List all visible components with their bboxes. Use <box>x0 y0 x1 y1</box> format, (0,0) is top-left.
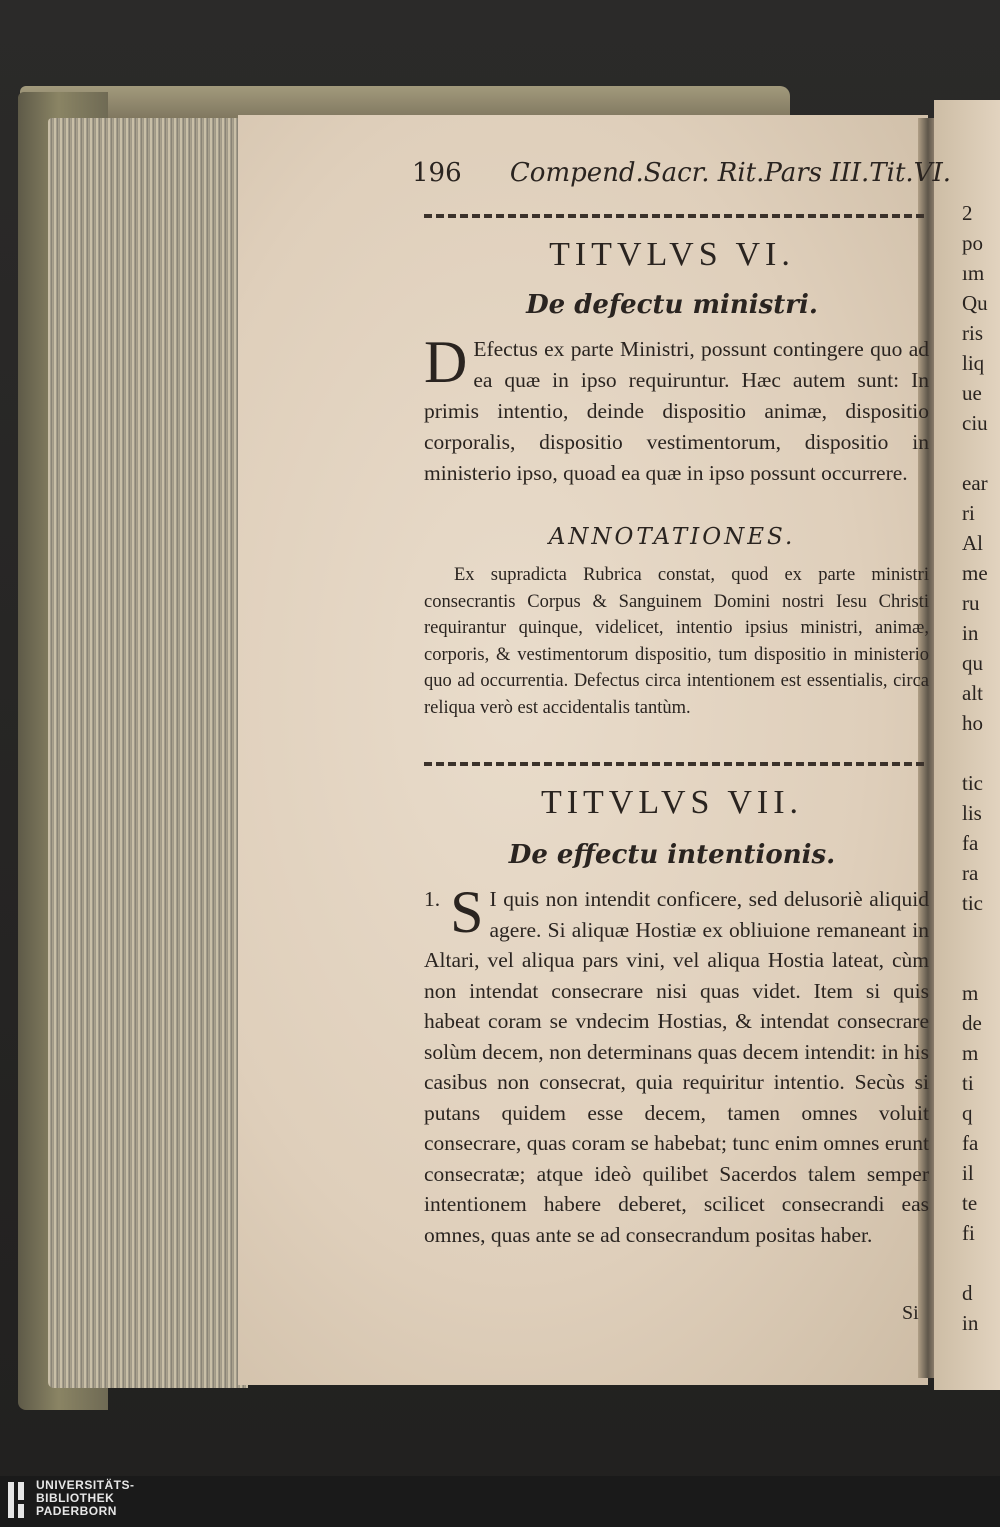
facing-line <box>962 738 988 768</box>
section-vii-paragraph <box>424 879 929 1250</box>
facing-line: fi <box>962 1221 975 1245</box>
facing-line: in <box>962 621 979 645</box>
section-vi-subtitle: De defectu ministri. <box>526 290 818 320</box>
facing-line <box>962 438 988 468</box>
library-line-1: UNIVERSITÄTS- <box>36 1478 135 1492</box>
facing-line: fa <box>962 831 979 855</box>
facing-line: qu <box>962 651 983 675</box>
library-line-3: PADERBORN <box>36 1504 117 1518</box>
facing-line: ra <box>962 861 979 885</box>
facing-line: q <box>962 1101 973 1125</box>
annotations-paragraph: Ex supradicta Rubrica constat, quod ex parte ministri consecrantis Corpus & Sanguinem Domini nostri Iesu Christi requirantur quinque, videlicet, intentio ipsius ministri, animæ, corporis, & vestimentorum dispositio, tum dispositio in ministerio quo ad occurrentia. Defectus circa intentionem est essentialis, circa reliqua verò est accidentalis tantùm. <box>424 565 929 718</box>
annotations-heading: ANNOTATIONES. <box>548 524 796 550</box>
section-vii-subtitle: De effectu intentionis. <box>508 840 836 870</box>
facing-line: liq <box>962 351 985 375</box>
facing-line: me <box>962 561 988 585</box>
facing-line: te <box>962 1191 978 1215</box>
facing-line: tic <box>962 771 983 795</box>
facing-line <box>962 918 988 948</box>
facing-line: fa <box>962 1131 979 1155</box>
section-vi-title: TITVLVS VI. <box>549 236 795 273</box>
facing-line: lis <box>962 801 982 825</box>
footer-band <box>0 1476 1000 1527</box>
facing-line: d <box>962 1281 973 1305</box>
facing-line: ue <box>962 381 982 405</box>
facing-line: ear <box>962 471 988 495</box>
facing-line: alt <box>962 681 983 705</box>
ornamental-rule-top <box>424 214 924 218</box>
page-block-edge <box>48 118 248 1388</box>
item-number: 1. <box>424 887 441 911</box>
facing-line: Qu <box>962 291 988 315</box>
catchword: Si <box>902 1302 919 1324</box>
facing-line: il <box>962 1161 974 1185</box>
running-head-line <box>412 158 951 188</box>
section-vii-text: I quis non intendit conficere, sed delusoriè aliquid agere. Si aliquæ Hostiæ ex obliuione remaneant in Altari, vel aliqua pars vini, vel aliqua Hostia lateat, cùm non intendat consecrare nisi quas videt. Item si quis habeat coram se vndecim Hostias, & intendat consecrare solùm decem, non determinans quas decem intendit: in his casibus non consecrat, quia requiritur intentio. Secùs si putans quidem esse decem, tamen omnes voluit consecrare, quas coram se habebat; tunc enim omnes erunt consecratæ; atque ideò quilibet Sacerdos talem semper intentionem habere deberet, scilicet consecrandi eas omnes, quas ante se ad consecrandum positas haber. <box>424 887 929 1247</box>
library-logo-icon <box>6 1480 28 1520</box>
facing-page-text <box>962 198 988 1338</box>
section-vii-title: TITVLVS VII. <box>540 784 804 821</box>
facing-line: m <box>962 1041 979 1065</box>
library-line-2: BIBLIOTHEK <box>36 1491 115 1505</box>
running-head: Compend.Sacr. Rit.Pars III.Tit.VI. <box>509 158 951 188</box>
facing-line: m <box>962 981 979 1005</box>
page-number: 196 <box>412 158 462 188</box>
facing-line: 2 <box>962 201 973 225</box>
facing-line: ho <box>962 711 983 735</box>
facing-line: ım <box>962 261 985 285</box>
ornamental-rule-middle <box>424 762 924 766</box>
facing-line: de <box>962 1011 982 1035</box>
facing-line: ciu <box>962 411 988 435</box>
facing-line: ti <box>962 1071 974 1095</box>
facing-line: ru <box>962 591 980 615</box>
facing-line: in <box>962 1311 979 1335</box>
facing-line: ris <box>962 321 983 345</box>
facing-line: Al <box>962 531 983 555</box>
facing-line <box>962 948 988 978</box>
facing-line: ri <box>962 501 975 525</box>
drop-cap-s: S <box>450 879 484 945</box>
library-name <box>36 1479 135 1518</box>
facing-line <box>962 1248 988 1278</box>
facing-line: po <box>962 231 983 255</box>
section-vi-paragraph <box>424 329 929 489</box>
facing-line: tic <box>962 891 983 915</box>
drop-cap-d: D <box>424 329 468 395</box>
section-vi-text: Efectus ex parte Ministri, possunt contingere quo ad ea quæ in ipso requiruntur. Hæc autem sunt: In primis intentio, deinde dispositio animæ, dispositio corporalis, dispositio vestimentorum, dispositio in ministerio ipso, quoad ea quæ in ipso possunt occurrere. <box>424 337 929 485</box>
